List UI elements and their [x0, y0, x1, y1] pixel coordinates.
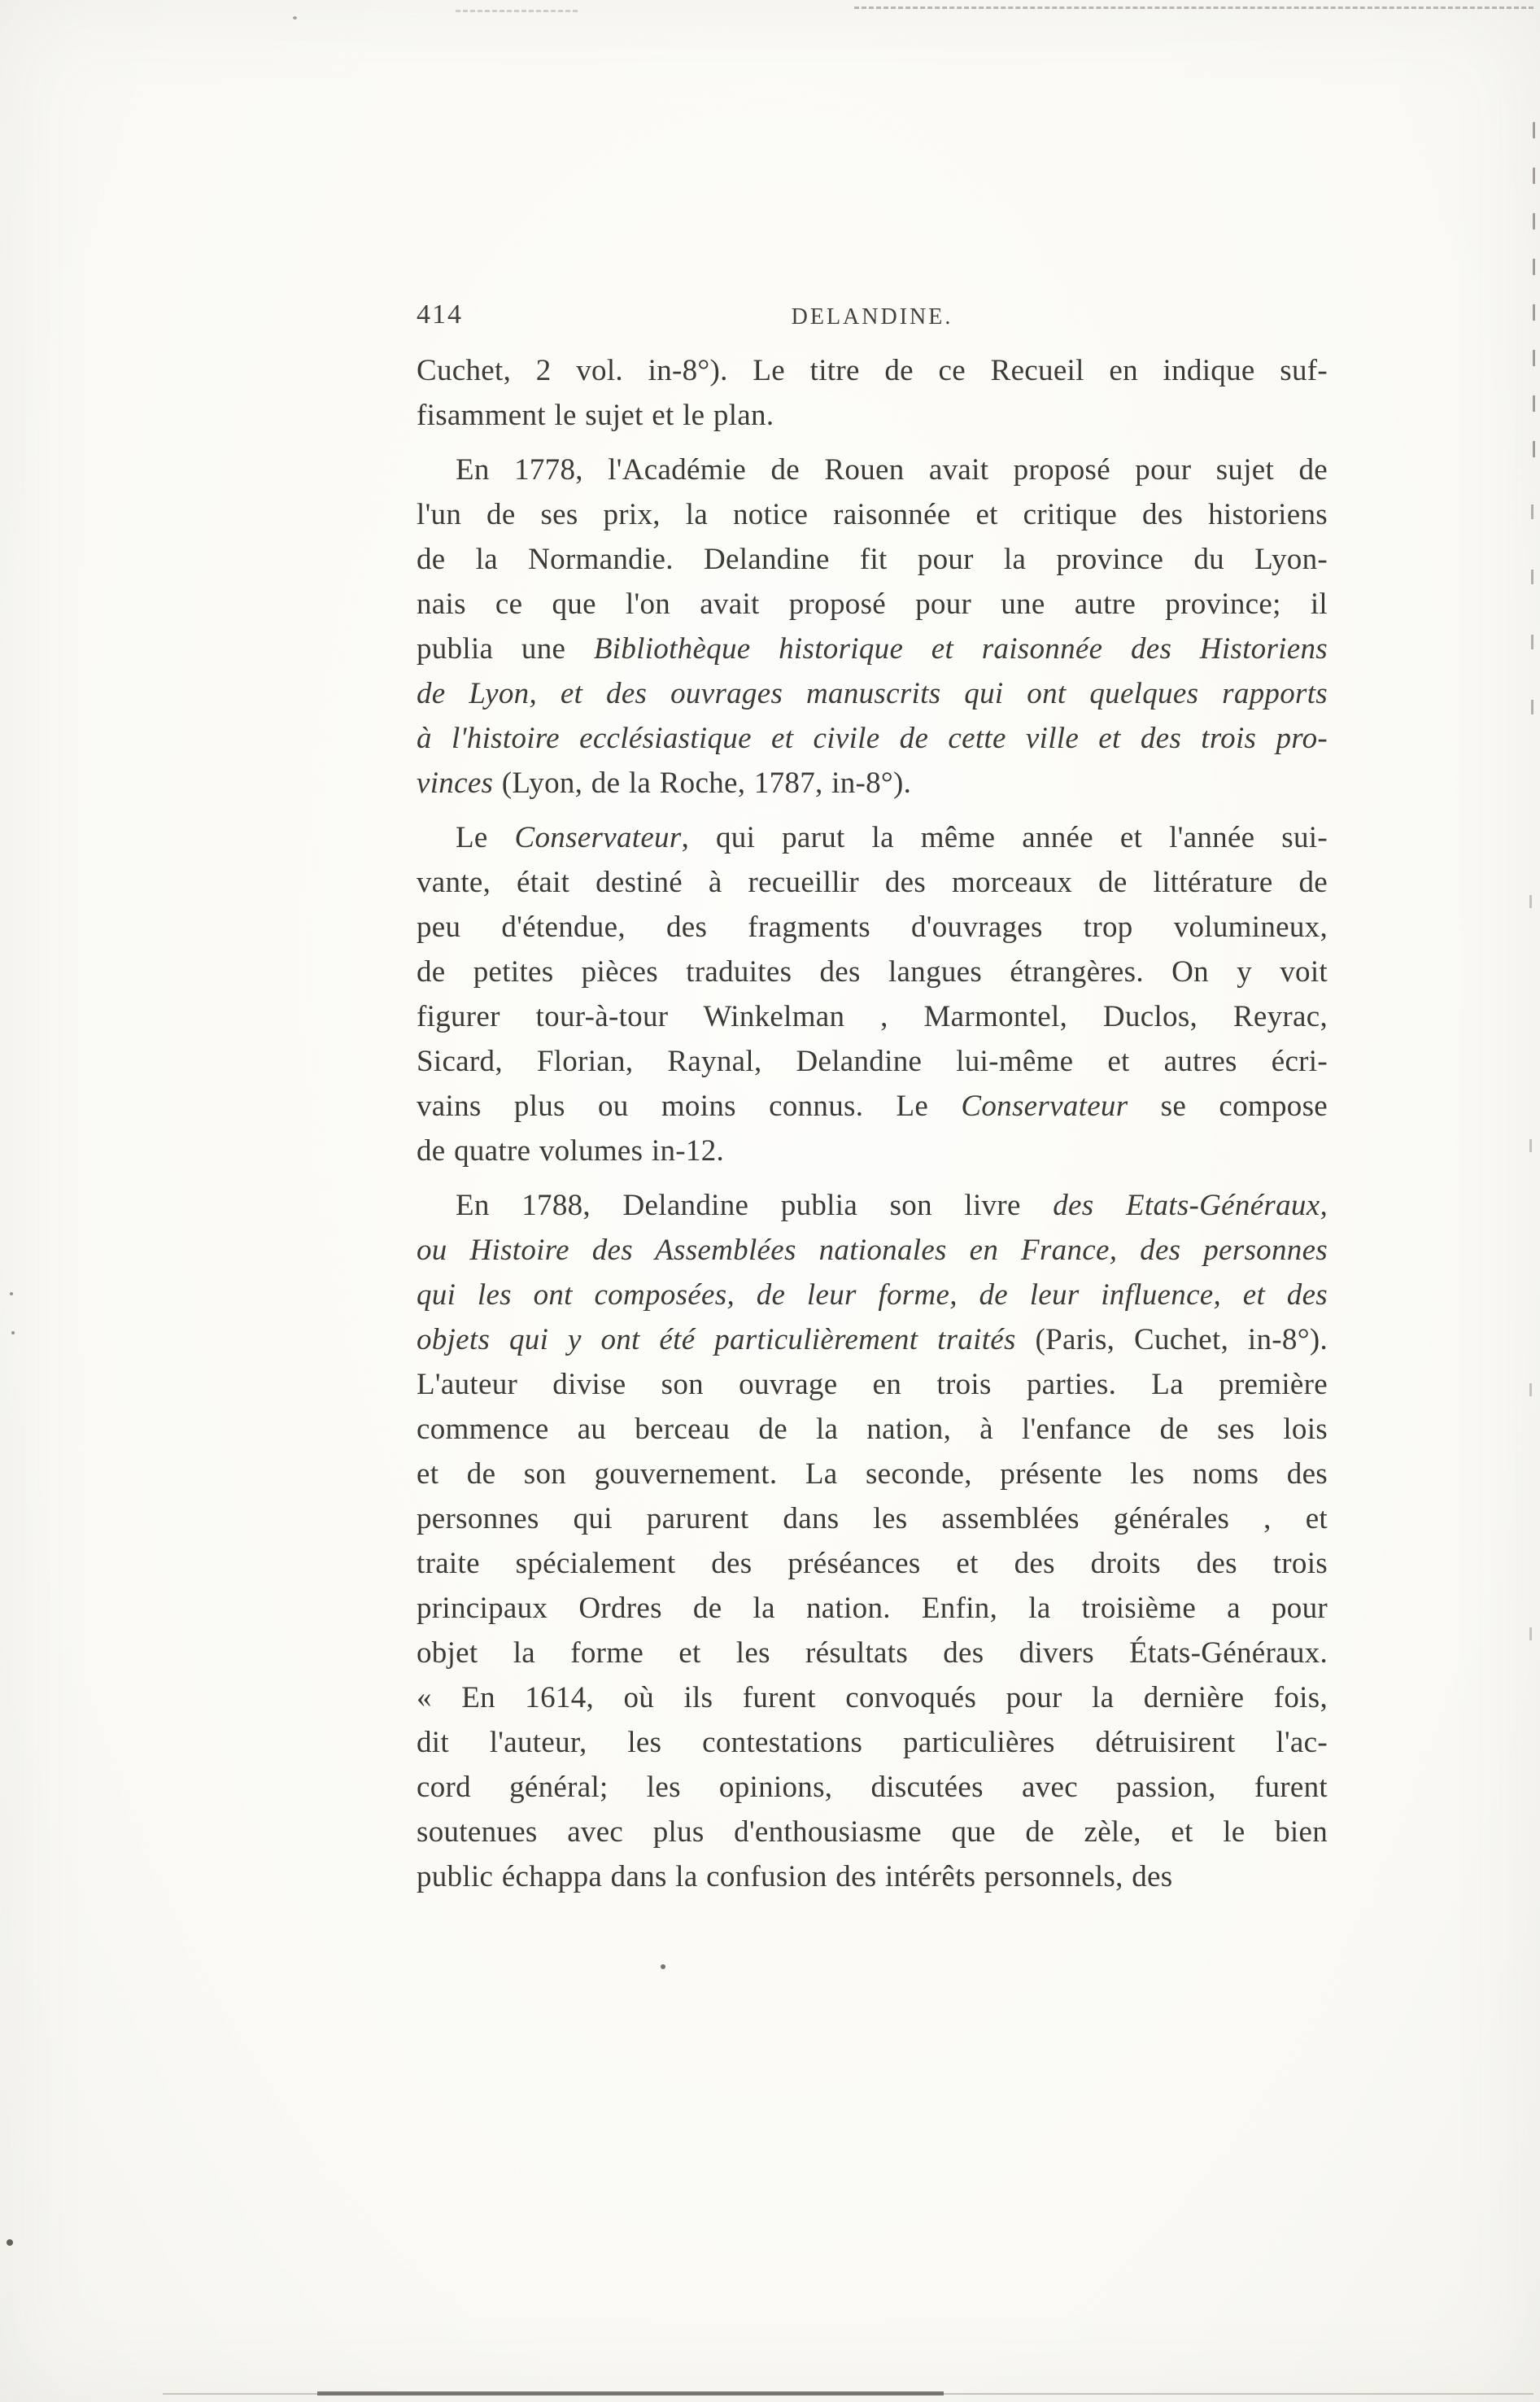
text-line	[417, 1407, 1328, 1452]
text-line	[417, 1039, 1328, 1084]
text-line	[417, 393, 1328, 438]
scan-artifact-dot	[7, 2239, 13, 2246]
text-segment: « En 1614, où ils furent convoqués pour la dernière fois,	[417, 1681, 1328, 1714]
scan-artifact-dot	[661, 1964, 665, 1969]
text-segment: principaux Ordres de la nation. Enfin, la troisième a pour	[417, 1592, 1328, 1625]
scan-artifact-dot	[10, 1292, 13, 1295]
text-segment: dit l'auteur, les contestations particulières détruisirent l'ac-	[417, 1726, 1328, 1759]
text-segment: soutenues avec plus d'enthousiasme que de zèle, et le bien	[417, 1815, 1328, 1849]
italic-text-segment: Conservateur	[961, 1090, 1128, 1123]
text-line	[417, 1541, 1328, 1586]
text-segment: objet la forme et les résultats des divers États-Généraux.	[417, 1636, 1328, 1670]
text-segment: Le	[456, 821, 515, 854]
scan-artifact-top-dashes-small	[456, 10, 578, 12]
text-line	[417, 448, 1328, 492]
italic-text-segment: objets qui y ont été particulièrement traités	[417, 1323, 1016, 1356]
text-line	[417, 1129, 1328, 1173]
text-segment: et de son gouvernement. La seconde, présente les noms des	[417, 1457, 1328, 1491]
text-line	[417, 1720, 1328, 1765]
text-line	[417, 1765, 1328, 1810]
scan-artifact-bottom-rule-dark	[317, 2391, 944, 2395]
text-line	[417, 627, 1328, 671]
text-segment: Sicard, Florian, Raynal, Delandine lui-même et autres écri-	[417, 1045, 1328, 1078]
text-segment: vante, était destiné à recueillir des morceaux de littérature de	[417, 866, 1328, 899]
text-line	[417, 761, 1328, 806]
text-segment: commence au berceau de la nation, à l'enfance de ses lois	[417, 1413, 1328, 1446]
paragraph	[417, 1183, 1328, 1899]
scan-artifact-dot	[293, 16, 297, 20]
text-segment: de la Normandie. Delandine fit pour la province du Lyon-	[417, 543, 1328, 576]
text-segment: se compose	[1128, 1090, 1328, 1123]
running-header: DELANDINE.	[791, 304, 953, 330]
paragraph	[417, 815, 1328, 1173]
text-line	[417, 905, 1328, 950]
text-line	[417, 1631, 1328, 1675]
text-line	[417, 1810, 1328, 1854]
text-segment: publia une	[417, 632, 594, 666]
text-line	[417, 950, 1328, 994]
text-segment: (Paris, Cuchet, in-8°).	[1015, 1323, 1328, 1356]
italic-text-segment: Bibliothèque historique et raisonnée des Historiens	[593, 632, 1328, 666]
text-segment: nais ce que l'on avait proposé pour une autre province; il	[417, 587, 1328, 621]
page-number: 414	[417, 299, 463, 330]
text-line	[417, 1273, 1328, 1317]
text-segment: figurer tour-à-tour Winkelman , Marmontel, Duclos, Reyrac,	[417, 1000, 1328, 1033]
text-line	[417, 1362, 1328, 1407]
italic-text-segment: à l'histoire ecclésiastique et civile de cette ville et des trois pro-	[417, 722, 1328, 755]
text-segment: Cuchet, 2 vol. in-8°). Le titre de ce Recueil en indique suf-	[417, 354, 1328, 387]
italic-text-segment: vinces	[417, 766, 494, 800]
text-segment: En 1788, Delandine publia son livre	[456, 1189, 1054, 1222]
text-segment: fisamment le sujet et le plan.	[417, 399, 774, 432]
text-line	[417, 348, 1328, 393]
scan-artifact-edge-ticks	[1533, 122, 1535, 464]
scan-artifact-edge-ticks	[1531, 504, 1533, 732]
text-line	[417, 860, 1328, 905]
text-line	[417, 582, 1328, 627]
text-segment: l'un de ses prix, la notice raisonnée et critique des historiens	[417, 498, 1328, 531]
italic-text-segment: des Etats-Généraux,	[1053, 1189, 1328, 1222]
text-line	[417, 1183, 1328, 1228]
text-segment: de petites pièces traduites des langues étrangères. On y voit	[417, 955, 1328, 989]
italic-text-segment: ou Histoire des Assemblées nationales en France, des personnes	[417, 1234, 1328, 1267]
text-segment: (Lyon, de la Roche, 1787, in-8°).	[493, 766, 912, 800]
scan-artifact-edge-ticks	[1529, 895, 1532, 1871]
text-line	[417, 994, 1328, 1039]
text-line	[417, 1452, 1328, 1496]
italic-text-segment: qui les ont composées, de leur forme, de leur influence, et des	[417, 1278, 1328, 1312]
text-line	[417, 1496, 1328, 1541]
text-line	[417, 1854, 1328, 1899]
italic-text-segment: Conservateur	[514, 821, 682, 854]
text-segment: de quatre volumes in-12.	[417, 1134, 725, 1168]
text-line	[417, 716, 1328, 761]
text-segment: vains plus ou moins connus. Le	[417, 1090, 962, 1123]
text-segment: En 1778, l'Académie de Rouen avait proposé pour sujet de	[456, 453, 1328, 487]
text-line	[417, 1084, 1328, 1129]
scan-artifact-top-dashes	[854, 7, 1533, 9]
text-segment: , qui parut la même année et l'année sui-	[681, 821, 1328, 854]
text-line	[417, 492, 1328, 537]
text-line	[417, 537, 1328, 582]
text-segment: personnes qui parurent dans les assemblées générales , et	[417, 1502, 1328, 1535]
text-segment: public échappa dans la confusion des intérêts personnels, des	[417, 1860, 1173, 1893]
text-line	[417, 815, 1328, 860]
text-segment: traite spécialement des préséances et des droits des trois	[417, 1547, 1328, 1580]
text-segment: L'auteur divise son ouvrage en trois parties. La première	[417, 1368, 1328, 1401]
text-segment: peu d'étendue, des fragments d'ouvrages trop volumineux,	[417, 911, 1328, 944]
text-line	[417, 1675, 1328, 1720]
text-line	[417, 1586, 1328, 1631]
italic-text-segment: de Lyon, et des ouvrages manuscrits qui ont quelques rapports	[417, 677, 1328, 710]
scan-artifact-bottom-rule	[163, 2393, 1533, 2395]
text-line	[417, 1228, 1328, 1273]
text-segment: cord général; les opinions, discutées avec passion, furent	[417, 1771, 1328, 1804]
text-body	[417, 348, 1328, 1909]
text-line	[417, 1317, 1328, 1362]
scan-artifact-dot	[11, 1331, 15, 1334]
paragraph	[417, 448, 1328, 806]
paragraph	[417, 348, 1328, 438]
text-line	[417, 671, 1328, 716]
